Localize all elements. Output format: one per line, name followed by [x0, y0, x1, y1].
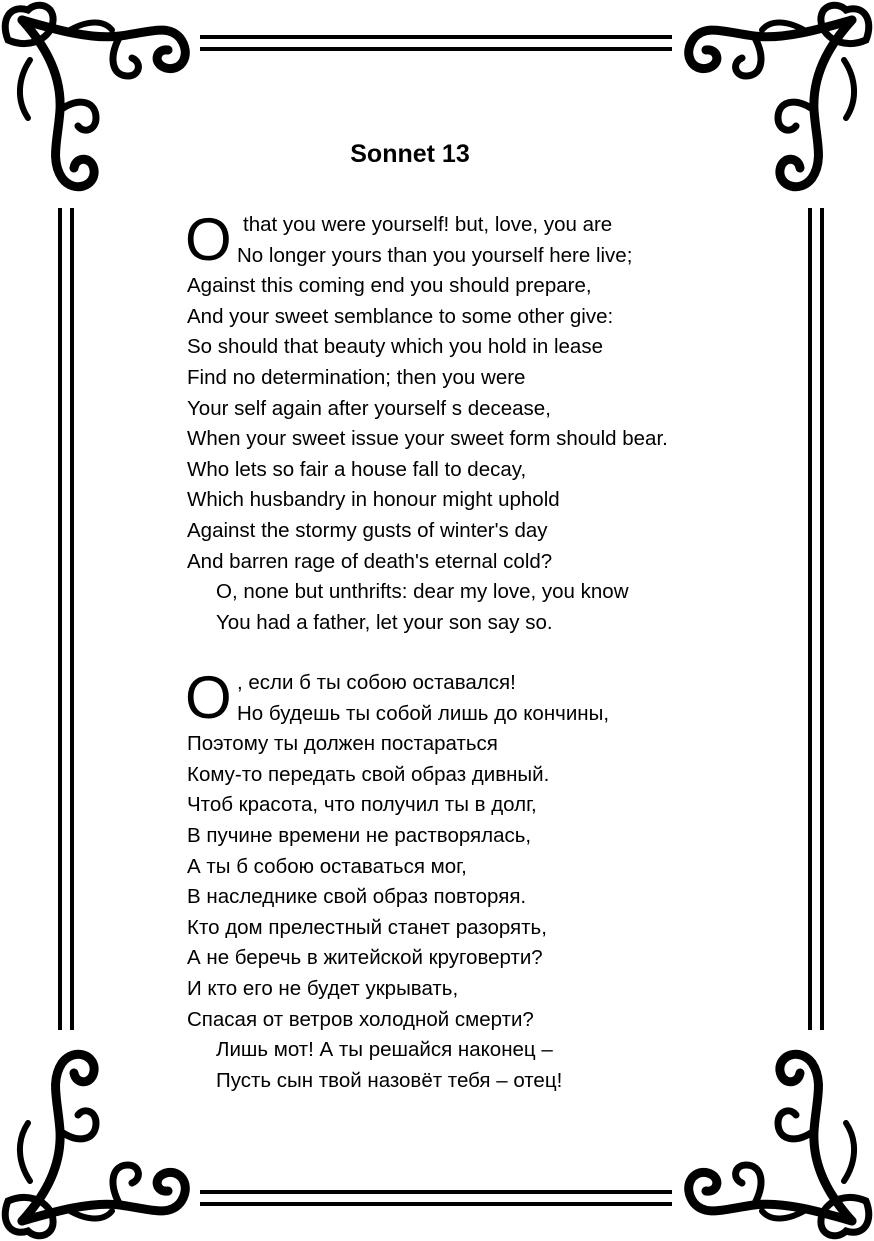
verse-line: В наследнике свой образ повторяя. [187, 885, 527, 909]
couplet-line: Пусть сын твой назовёт тебя – отец! [216, 1068, 563, 1092]
opening-lines [185, 206, 767, 273]
verse-line: Но будешь ты собой лишь до кончины, [237, 701, 610, 725]
verse-line: Спасая от ветров холодной смерти? [187, 1007, 534, 1031]
verse-line: Against the stormy gusts of winter's day [187, 518, 548, 542]
opening-lines [185, 664, 767, 731]
verse-line: Which husbandry in honour might uphold [187, 488, 560, 512]
drop-cap: O [185, 206, 232, 273]
verse-line: Find no determination; then you were [187, 365, 526, 389]
english-sonnet [185, 206, 767, 638]
couplet-line: Лишь мот! А ты решайся наконец – [216, 1038, 553, 1062]
verse-line: Кто дом прелестный станет разорять, [187, 915, 547, 939]
corner-ornament-bottom-left [5, 1054, 185, 1235]
verse-line: И кто его не будет укрывать, [187, 976, 459, 1000]
verse-line: В пучине времени не растворялась, [187, 823, 532, 847]
verse-line: Against this coming end you should prepare, [187, 274, 592, 298]
verse-line: А ты б собою оставаться мог, [187, 854, 467, 878]
couplet-line: O, none but unthrifts: dear my love, you know [216, 580, 629, 604]
verse-line: So should that beauty which you hold in lease [187, 335, 603, 359]
page-title: Sonnet 13 [350, 140, 470, 168]
verse-line: Поэтому ты должен постараться [187, 732, 498, 756]
verse-line: No longer yours than you yourself here live; [237, 243, 633, 267]
verse-line: When your sweet issue your sweet form should bear. [187, 427, 668, 451]
drop-cap: О [185, 664, 232, 731]
russian-translation [185, 664, 767, 1096]
verse-line: And your sweet semblance to some other give: [187, 304, 614, 328]
verse-line: And barren rage of death's eternal cold? [187, 549, 553, 573]
couplet-line: You had a father, let your son say so. [216, 610, 553, 634]
verse-line: Чтоб красота, что получил ты в долг, [187, 793, 537, 817]
verse-line: А не беречь в житейской круговерти? [187, 946, 543, 970]
verse-line: Who lets so fair a house fall to decay, [187, 457, 527, 481]
verse-line: Кому-то передать свой образ дивный. [187, 762, 550, 786]
verse-line: , если б ты собою оставался! [237, 671, 516, 694]
verse-line: Your self again after yourself s decease, [187, 396, 551, 420]
verse-line: that you were yourself! but, love, you are [243, 213, 613, 236]
